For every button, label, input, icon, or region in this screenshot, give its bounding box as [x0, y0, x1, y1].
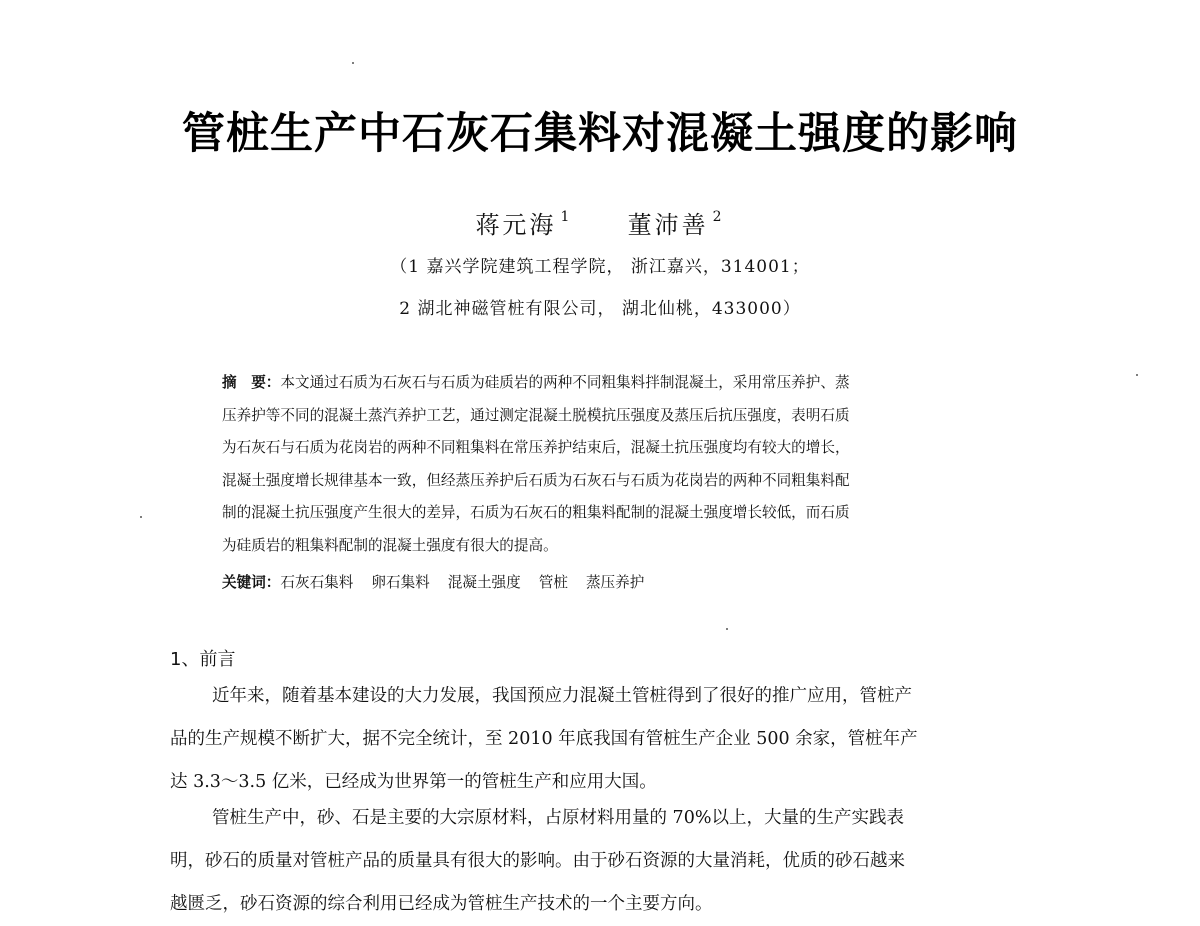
author-name: 蒋元海 [475, 211, 557, 239]
keyword: 管桩 [538, 574, 568, 591]
scan-speck [726, 628, 728, 630]
paragraph-line: 明，砂石的质量对管桩产品的质量具有很大的影响。由于砂石资源的大量消耗，优质的砂石越来 [170, 851, 905, 871]
abstract-line [222, 367, 998, 400]
keyword: 卵石集料 [371, 574, 430, 591]
scan-speck [140, 516, 142, 518]
paragraph-line: 达 3.3～3.5 亿米，已经成为世界第一的管桩生产和应用大国。 [170, 772, 657, 792]
paragraph-line: 管桩生产中，砂、石是主要的大宗原材料，占原材料用量的 70%以上，大量的生产实践表 [212, 808, 904, 828]
paper-title: 管桩生产中石灰石集料对混凝土强度的影响 [182, 109, 1018, 159]
abstract-line: 混凝土强度增长规律基本一致，但经蒸压养护后石质为石灰石与石质为花岗岩的两种不同粗集料配 [222, 471, 850, 489]
abstract-line: 为石灰石与石质为花岗岩的两种不同粗集料在常压养护结束后，混凝土抗压强度均有较大的增长， [222, 439, 850, 456]
paragraph-line: 品的生产规模不断扩大，据不完全统计，至 2010 年底我国有管桩生产企业 500 余家，管桩年产 [170, 729, 918, 749]
keywords-label: 关键词： [222, 574, 281, 591]
affiliation-line: （1 嘉兴学院建筑工程学院， 浙江嘉兴，314001； [390, 257, 810, 277]
abstract-label: 摘 要： [222, 374, 281, 391]
scan-speck [352, 62, 354, 64]
author-affiliation-mark: 1 [560, 209, 573, 225]
scan-speck [1136, 374, 1138, 376]
abstract-text: 本文通过石质为石灰石与石质为硅质岩的两种不同粗集料拌制混凝土，采用常压养护、蒸 [280, 374, 850, 391]
author-affiliation-mark: 2 [712, 209, 725, 225]
author-line [0, 200, 1200, 242]
paragraph-line: 越匮乏，砂石资源的综合利用已经成为管桩生产技术的一个主要方向。 [170, 894, 713, 914]
keywords [222, 568, 998, 598]
keyword: 石灰石集料 [280, 574, 354, 591]
section-heading: 1、前言 [170, 649, 236, 670]
body-paragraph [170, 675, 1046, 804]
abstract-line: 制的混凝土抗压强度产生很大的差异，石质为石灰石的粗集料配制的混凝土强度增长较低，而石质 [222, 504, 850, 521]
abstract-line: 压养护等不同的混凝土蒸汽养护工艺，通过测定混凝土脱模抗压强度及蒸压后抗压强度，表明石质 [222, 406, 850, 424]
affiliation-line: 2 湖北神磁管桩有限公司， 湖北仙桃，433000） [399, 299, 801, 319]
author-name: 董沛善 [627, 211, 709, 239]
paragraph-line: 近年来，随着基本建设的大力发展，我国预应力混凝土管桩得到了很好的推广应用，管桩产 [212, 686, 912, 706]
keyword: 混凝土强度 [447, 574, 521, 591]
keyword: 蒸压养护 [585, 574, 645, 591]
body-paragraph [170, 797, 1046, 926]
abstract [222, 367, 998, 562]
abstract-line: 为硅质岩的粗集料配制的混凝土强度有很大的提高。 [222, 536, 558, 554]
